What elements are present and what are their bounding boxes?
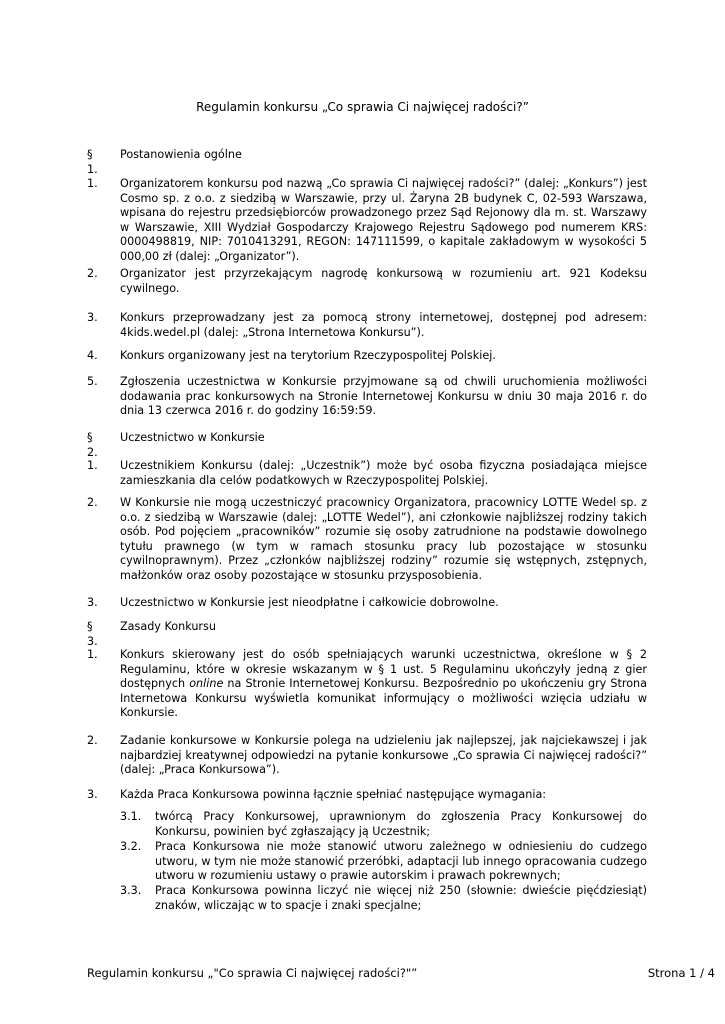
item-number: 2.	[87, 496, 98, 509]
subitem-text: Praca Konkursowa nie może stanowić utworu zależnego w odniesieniu do cudzego utworu, w tym nie może stanowić przeróbki, adaptacji lub innego opracowania cudzego utworu w rozumieniu ustawy o prawie autorskim i prawach pokrewnych;	[155, 840, 647, 883]
item-number: 1.	[87, 648, 98, 661]
list-item	[87, 496, 647, 584]
item-number: 1.	[87, 459, 98, 472]
subitem-number: 3.2.	[120, 840, 142, 853]
list-item	[87, 267, 647, 296]
document-title: Regulamin konkursu „Co sprawia Ci najwięcej radości?”	[196, 100, 529, 114]
list-item	[87, 788, 647, 803]
item-number: 1.	[87, 177, 98, 190]
item-text: Organizator jest przyrzekającym nagrodę konkursową w rozumieniu art. 921 Kodeksu cywilnego.	[120, 267, 647, 295]
item-number: 4.	[87, 349, 98, 362]
subitem-text: twórcą Pracy Konkursowej, uprawnionym do zgłoszenia Pracy Konkursowej do Konkursu, powinien być zgłaszający ją Uczestnik;	[155, 810, 647, 838]
list-item	[87, 177, 647, 265]
item-number: 3.	[87, 788, 98, 801]
footer-title: Regulamin konkursu „"Co sprawia Ci najwięcej radości?"”	[87, 966, 418, 980]
sub-list-item	[120, 840, 647, 884]
item-text: Konkurs przeprowadzany jest za pomocą strony internetowej, dostępnej pod adresem: 4kids.wedel.pl (dalej: „Strona Internetowa Konkursu”).	[120, 311, 647, 339]
item-text: Uczestnictwo w Konkursie jest nieodpłatne i całkowicie dobrowolne.	[120, 596, 499, 609]
item-number: 3.	[87, 596, 98, 609]
item-text: Konkurs organizowany jest na terytorium Rzeczypospolitej Polskiej.	[120, 349, 496, 362]
section-label: Zasady Konkursu	[120, 620, 216, 633]
item-text-part: na Stronie Internetowej Konkursu. Bezpośrednio po ukończeniu gry Strona Internetowa Konkursu wyświetla komunikat informujący o możliwości wzięcia udziału w Konkursie.	[120, 677, 647, 720]
section-number: § 1.	[87, 148, 98, 176]
item-text: Zadanie konkursowe w Konkursie polega na udzieleniu jak najlepszej, jak najciekawszej i jak najbardziej kreatywnej odpowiedzi na pytanie konkursowe „Co sprawia Ci najwięcej radości?” (dalej: „Praca Konkursowa”).	[120, 734, 647, 777]
list-item	[87, 734, 647, 778]
item-number: 5.	[87, 375, 98, 388]
list-item	[87, 648, 647, 721]
sub-list-item	[120, 884, 647, 913]
section-label: Uczestnictwo w Konkursie	[120, 431, 265, 444]
item-text: Uczestnikiem Konkursu (dalej: „Uczestnik”) może być osoba fizyczna posiadająca miejsce zamieszkania dla celów podatkowych w Rzeczypospolitej Polskiej.	[120, 459, 647, 487]
list-item	[87, 459, 647, 488]
item-text: Każda Praca Konkursowa powinna łącznie spełniać następujące wymagania:	[120, 788, 547, 801]
list-item	[87, 375, 647, 419]
list-item	[87, 311, 647, 340]
item-text: W Konkursie nie mogą uczestniczyć pracownicy Organizatora, pracownicy LOTTE Wedel sp. z o.o. z siedzibą w Warszawie (dalej: „LOTTE Wedel”), ani członkowie najbliższej rodziny takich osób. Pod pojęciem „pracowników” rozumie się osoby zatrudnione na podstawie dowolnego tytułu prawnego (w tym w ramach stosunku pracy lub pozostające w stosunku cywilnoprawnym). Przez „członków najbliższej rodziny” rozumie się wstępnych, zstępnych, małżonków oraz osoby pozostające w stosunku przysposobienia.	[120, 496, 647, 582]
item-text: Zgłoszenia uczestnictwa w Konkursie przyjmowane są od chwili uruchomienia możliwości dodawania prac konkursowych na Stronie Internetowej Konkursu w dniu 30 maja 2016 r. do dnia 13 czerwca 2016 r. do godziny 16:59:59.	[120, 375, 647, 418]
subitem-number: 3.1.	[120, 810, 142, 823]
item-number: 3.	[87, 311, 98, 324]
list-item	[87, 349, 647, 364]
italic-term: online	[189, 677, 224, 691]
item-text: Organizatorem konkursu pod nazwą „Co sprawia Ci najwięcej radości?” (dalej: „Konkurs”) jest Cosmo sp. z o.o. z siedzibą w Warszawie, przy ul. Żaryna 2B budynek C, 02-593 Warszawa, wpisana do rejestru przedsiębiorców prowadzonego przez Sąd Rejonowy dla m. st. Warszawy w Warszawie, XIII Wydział Gospodarczy Krajowego Rejestru Sądowego pod numerem KRS: 0000498819, NIP: 7010413291, REGON: 147111599, o kapitale zakładowym w wysokości 5 000,00 zł (dalej: „Organizator”).	[120, 177, 647, 263]
sub-list-item	[120, 810, 647, 839]
item-number: 2.	[87, 267, 98, 280]
section-label: Postanowienia ogólne	[120, 148, 242, 161]
page-number: Strona 1 / 4	[647, 966, 715, 980]
section-number: § 3.	[87, 620, 98, 648]
list-item	[87, 596, 647, 611]
subitem-number: 3.3.	[120, 884, 142, 897]
section-number: § 2.	[87, 431, 98, 459]
item-text	[120, 648, 647, 721]
item-number: 2.	[87, 734, 98, 747]
item-text-part: Konkurs skierowany jest do osób spełniających warunki uczestnictwa, określone w § 2 Regulaminu, które w okresie wskazanym w § 1 ust. 5 Regulaminu ukończyły jedną z gier dostępnych	[120, 648, 647, 691]
subitem-text: Praca Konkursowa powinna liczyć nie więcej niż 250 (słownie: dwieście pięćdziesiąt) znaków, wliczając w to spacje i znaki specjalne;	[155, 884, 647, 912]
